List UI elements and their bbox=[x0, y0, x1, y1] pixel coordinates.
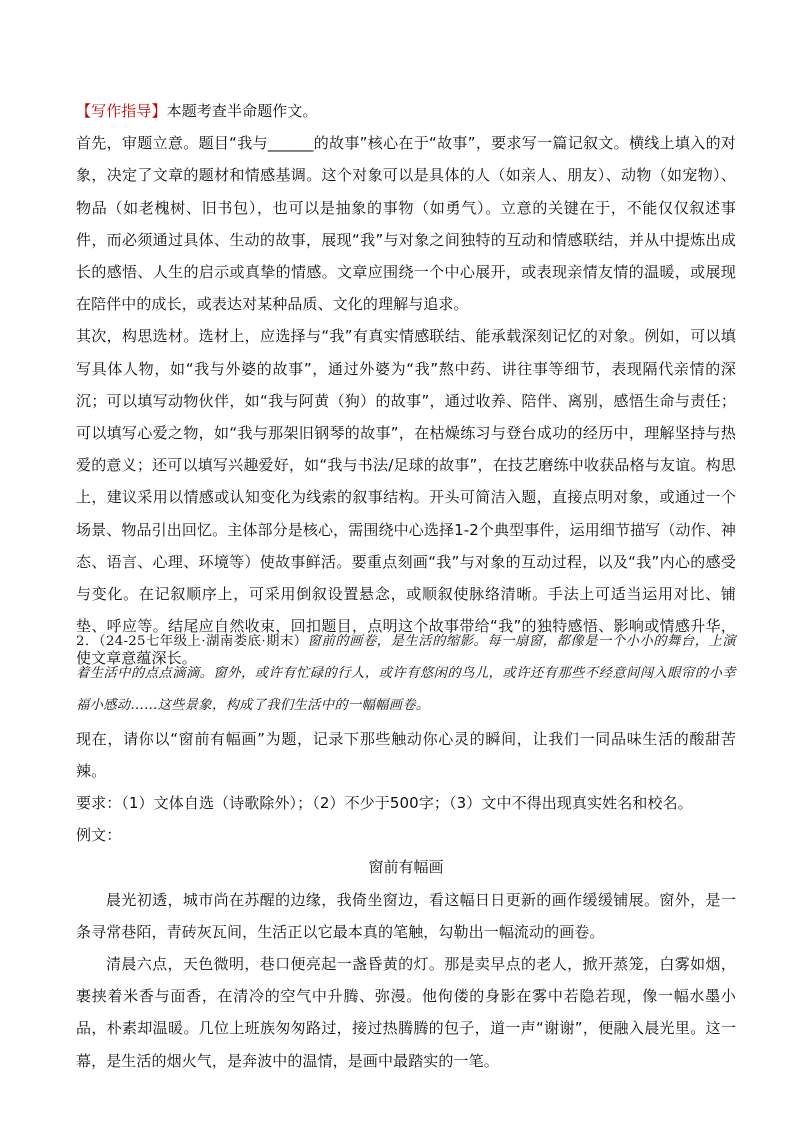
question-material bbox=[76, 626, 736, 723]
question-task: 现在，请你以“窗前有幅画”为题，记录下那些触动你心灵的瞬间，让我们一同品味生活的酸甜苦辣。 bbox=[76, 729, 736, 780]
question-material-text: 窗前的画卷，是生活的缩影。每一扇窗，都像是一个小小的舞台，上演着生活中的点点滴滴。窗外，或许有忙碌的行人，或许有悠闲的鸟儿，或许还有那些不经意间闯入眼帘的小幸福小感动……这些景象，构成了我们生活中的一幅幅画卷。 bbox=[76, 634, 736, 714]
essay-paragraph-2: 清晨六点，天色微明，巷口便亮起一盏昏黄的灯。那是卖早点的老人，掀开蒸笼，白雾如烟，裹挟着米香与面香，在清冷的空气中升腾、弥漫。他佝偻的身影在雾中若隐若现，像一幅水墨小品，朴素却温暖。几位上班族匆匆路过，接过热腾腾的包子，道一声“谢谢”，便融入晨光里。这一幕，是生活的烟火气，是奔波中的温情，是画中最踏实的一笔。 bbox=[76, 955, 736, 1070]
writing-guide bbox=[76, 95, 736, 675]
guide-paragraph-1: 首先，审题立意。题目“我与______的故事”核心在于“故事”，要求写一篇记叙文。横线上填入的对象，决定了文章的题材和情感基调。这个对象可以是具体的人（如亲人、朋友）、动物（如宠物）、物品（如老槐树、旧书包），也可以是抽象的事物（如勇气）。立意的关键在于，不能仅仅叙述事件，而必须通过具体、生动的故事，展现“我”与对象之间独特的互动和情感联结，并从中提炼出成长的感悟、人生的启示或真挚的情感。文章应围绕一个中心展开，或表现亲情友情的温暖，或展现在陪伴中的成长，或表达对某种品质、文化的理解与追求。 bbox=[76, 134, 736, 314]
question-source: 2．（24-25七年级上·湖南娄底·期末） bbox=[76, 634, 308, 649]
essay-title: 窗前有幅画 bbox=[368, 858, 444, 877]
guide-label: 【写作指导】 bbox=[76, 102, 167, 120]
essay-paragraph-1: 晨光初透，城市尚在苏醒的边缘，我倚坐窗边，看这幅日日更新的画作缓缓铺展。窗外，是一条寻常巷陌，青砖灰瓦间，生活正以它最本真的笔触，勾勒出一幅流动的画卷。 bbox=[76, 890, 736, 941]
question-requirements: 要求：（1）文体自选（诗歌除外）；（2）不少于500字；（3）文中不得出现真实姓名和校名。 bbox=[76, 794, 693, 813]
guide-paragraph-2: 其次，构思选材。选材上，应选择与“我”有真实情感联结、能承载深刻记忆的对象。例如，可以填写具体人物，如“我与外婆的故事”，通过外婆为“我”熬中药、讲往事等细节，表现隔代亲情的深沉；可以填写动物伙伴，如“我与阿黄（狗）的故事”，通过收养、陪伴、离别，感悟生命与责任；可以填写心爱之物，如“我与那架旧钢琴的故事”，在枯燥练习与登台成功的经历中，理解坚持与热爱的意义；还可以填写兴趣爱好，如“我与书法/足球的故事”，在技艺磨练中收获品格与友谊。构思上，建议采用以情感或认知变化为线索的叙事结构。开头可简洁入题，直接点明对象，或通过一个场景、物品引出回忆。主体部分是核心，需围绕中心选择1-2个典型事件，运用细节描写（动作、神态、语言、心理、环境等）使故事鲜活。要重点刻画“我”与对象的互动过程，以及“我”内心的感受与变化。在记叙顺序上，可采用倒叙设置悬念，或顺叙使脉络清晰。手法上可适当运用对比、铺垫、呼应等。结尾应自然收束，回扣题目，点明这个故事带给“我”的独特感悟、影响或情感升华，使文章意蕴深长。 bbox=[76, 327, 736, 668]
question-2 bbox=[76, 626, 736, 1077]
guide-intro-text: 本题考查半命题作文。 bbox=[166, 102, 318, 120]
guide-intro bbox=[76, 95, 736, 127]
example-label: 例文： bbox=[76, 826, 122, 845]
